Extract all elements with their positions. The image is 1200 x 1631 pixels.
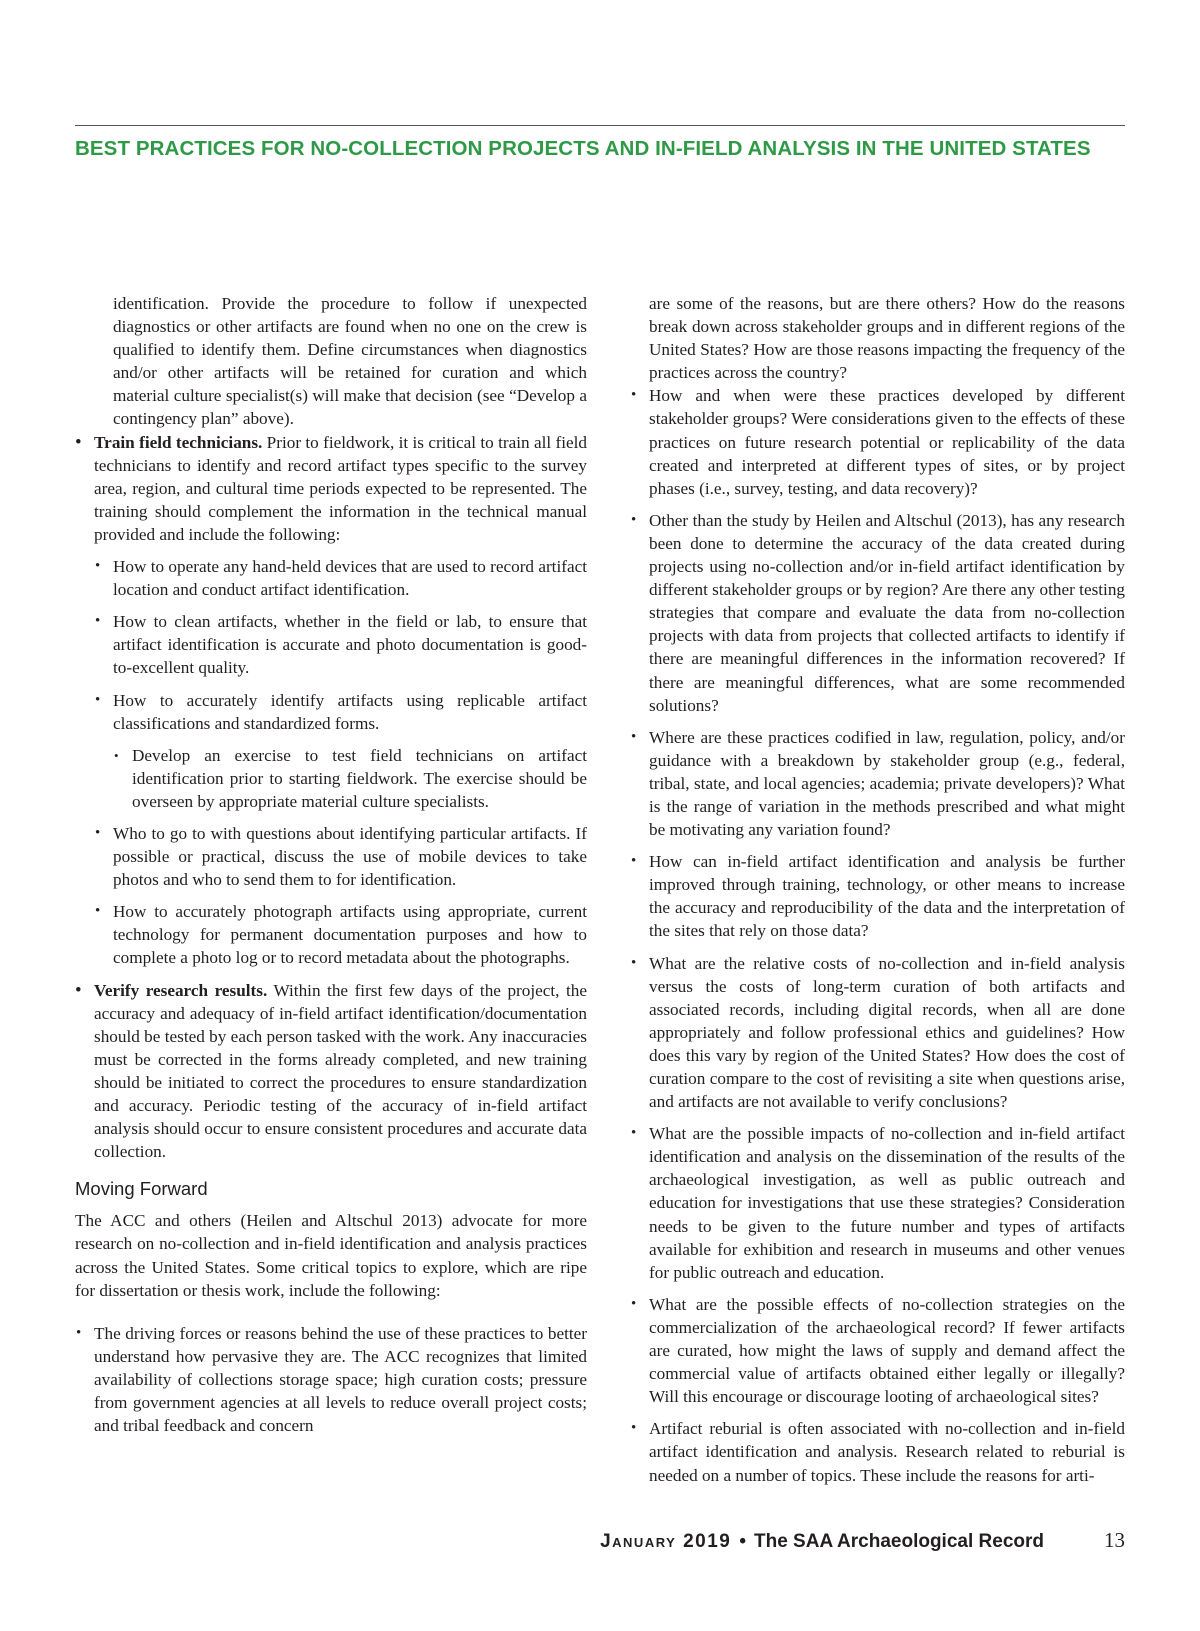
- train-heading: Train field technicians.: [94, 432, 263, 452]
- list-item: • What are the possible impacts of no-collection and in-field artifact identification and analysis on the dissemination of the results of the archaeological investigation, as well as public outreach and education for investigations that use these strategies? Consideration needs to be given to the future number and types of artifacts available for exhibition and research in museums and other venues for public outreach and education.: [630, 1122, 1125, 1284]
- publication-name: The SAA Archaeological Record: [754, 1531, 1044, 1552]
- left-column: [75, 292, 587, 1446]
- page-number: 13: [1104, 1528, 1125, 1552]
- continuation-paragraph: identification. Provide the procedure to follow if unexpected diagnostics or other artifacts are found when no one on the crew is qualified to identify them. Define circumstances when diagnostics and/or other artifacts will be retained for curation and which material culture specialist(s) will make that decision (see “Develop a contingency plan” above).: [113, 294, 587, 429]
- research-topics-list-continued: [630, 384, 1125, 1486]
- running-title: BEST PRACTICES FOR NO-COLLECTION PROJECTS AND IN-FIELD ANALYSIS IN THE UNITED STATES: [75, 137, 1091, 160]
- verify-text: Within the first few days of the project, the accuracy and adequacy of in-field artifact identification/documentation should be tested by each person tasked with the work. Any inaccuracies must be corrected in the forms already completed, and new training should be initiated to correct the procedures to ensure standardization and accuracy. Periodic testing of the accuracy of in-field artifact analysis should occur to ensure consistent procedures and accurate data collection.: [94, 980, 587, 1162]
- list-item: • The driving forces or reasons behind the use of these practices to better understand how pervasive they are. The ACC recognizes that limited availability of collections storage space; high curation costs; pressure from government agencies at all levels to reduce overall project costs; and tribal feedback and concern: [75, 1322, 587, 1437]
- train-field-technicians-item: [75, 431, 587, 970]
- train-text: Prior to fieldwork, it is critical to train all field technicians to identify and record artifact types specific to the survey area, region, and cultural time periods expected to be represented. The training should complement the information in the technical manual provided and include the following:: [94, 432, 587, 544]
- header-rule: [75, 125, 1125, 126]
- list-item: • How to operate any hand-held devices that are used to record artifact location and conduct artifact identification.: [94, 555, 587, 601]
- moving-forward-heading: Moving Forward: [75, 1178, 208, 1200]
- page-footer: [0, 1528, 1125, 1553]
- issue-date: January 2019: [600, 1531, 732, 1552]
- training-subtopics-list: [113, 744, 587, 813]
- practice-list: [75, 431, 587, 1164]
- list-item: • How can in-field artifact identification and analysis be further improved through training, technology, or other means to increase the accuracy and reproducibility of the data and the interpretation of the sites that rely on those data?: [630, 850, 1125, 942]
- right-column: [630, 292, 1125, 1496]
- list-item: • Other than the study by Heilen and Altschul (2013), has any research been done to determine the accuracy of the data created during projects using no-collection and/or in-field artifact identification by different stakeholder groups or by region? Are there any other testing strategies that compare and evaluate the data from no-collection projects with data from projects that collected artifacts to identify if there are meaningful differences in the information recovered? If there are meaningful differences, what are some recommended solutions?: [630, 509, 1125, 717]
- continuation-paragraph: are some of the reasons, but are there others? How do the reasons break down across stakeholder groups and in different regions of the United States? How are those reasons impacting the frequency of the practices across the country?: [649, 294, 1125, 383]
- list-item: • Where are these practices codified in law, regulation, policy, and/or guidance with a breakdown by stakeholder group (e.g., federal, tribal, state, and local agencies; academia; private developers)? What is the range of variation in the methods prescribed and what might be motivating any variation found?: [630, 726, 1125, 841]
- verify-research-results-item: [75, 979, 587, 1164]
- list-item: • How and when were these practices developed by different stakeholder groups? Were considerations given to the effects of these practices on future research potential or replicability of the data created and interpreted at different types of sites, or by project phases (i.e., survey, testing, and data recovery)?: [630, 384, 1125, 499]
- verify-heading: Verify research results.: [94, 980, 268, 1000]
- list-item: [94, 689, 587, 813]
- list-item: • How to clean artifacts, whether in the field or lab, to ensure that artifact identification is accurate and photo documentation is good-to-excellent quality.: [94, 610, 587, 679]
- list-item: • Artifact reburial is often associated with no-collection and in-field artifact identification and analysis. Research related to reburial is needed on a number of topics. These include the reasons for arti-: [630, 1417, 1125, 1486]
- research-topics-list: [75, 1322, 587, 1437]
- list-item-text: How to accurately identify artifacts using replicable artifact classifications and standardized forms.: [113, 690, 587, 733]
- list-item: • Who to go to with questions about identifying particular artifacts. If possible or practical, discuss the use of mobile devices to take photos and who to send them to for identification.: [94, 822, 587, 891]
- list-item: • What are the possible effects of no-collection strategies on the commercialization of the archaeological record? If fewer artifacts are curated, how might the laws of supply and demand affect the commercial value of artifacts obtained either legally or illegally? Will this encourage or discourage looting of archaeological sites?: [630, 1293, 1125, 1408]
- list-item: • How to accurately photograph artifacts using appropriate, current technology for permanent documentation purposes and how to complete a photo log or to record metadata about the photographs.: [94, 900, 587, 969]
- list-item: • Develop an exercise to test field technicians on artifact identification prior to starting fieldwork. The exercise should be overseen by appropriate material culture specialists.: [113, 744, 587, 813]
- training-topics-list: [94, 555, 587, 970]
- list-item: • What are the relative costs of no-collection and in-field analysis versus the costs of long-term curation of both artifacts and associated records, including digital records, when all are done appropriately and follow professional ethics and guidelines? How does this vary by region of the United States? How does the cost of curation compare to the cost of revisiting a site when questions arise, and artifacts are not available to verify conclusions?: [630, 952, 1125, 1114]
- moving-forward-intro: The ACC and others (Heilen and Altschul 2013) advocate for more research on no-collection and in-field identification and analysis practices across the United States. Some critical topics to explore, which are ripe for dissertation or thesis work, include the following:: [75, 1211, 587, 1300]
- footer-separator: •: [739, 1531, 746, 1552]
